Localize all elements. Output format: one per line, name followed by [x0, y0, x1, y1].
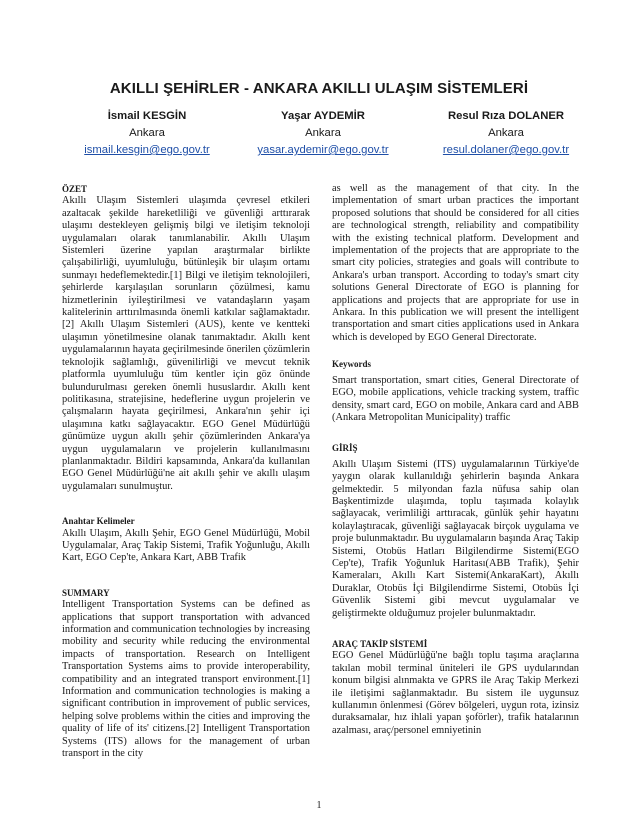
arac-text: EGO Genel Müdürlüğü'ne bağlı toplu taşıma araçlarına takılan mobil terminal üniteleri ile GPS uydularından konum bilgisi alınmakta ve GPRS ile Araç Takip Merkezi ile iletişimi sağlanmaktadır. Bu sistem ile uygunsuz kullanımın önlenmesi (Görev bölgeleri, uygun rota, izinsiz duraksamalar, hız ihlali yapan şoförler), trafik hatalarının azalması, araç/personel emniyetinin	[332, 650, 579, 736]
right-column	[332, 183, 579, 737]
author-name: İsmail KESGİN	[107, 110, 187, 122]
author-2	[238, 108, 408, 159]
author-3	[416, 108, 596, 159]
author-city: Ankara	[305, 127, 341, 139]
author-name: Yaşar AYDEMİR	[281, 110, 365, 122]
giris-heading: GİRİŞ	[332, 443, 358, 454]
keywords-heading: Keywords	[332, 359, 371, 370]
summary-text: Intelligent Transportation Systems can be defined as applications that support transportation with advanced information and communication technologies by increasing mobility and security while reducing the environmental impacts of transportation. Research on Intelligent Transportation Systems aims to provide interoperability, compatibility and an integrated transport environment.[1] Information and communication technologies is making a significant contribution in improvement of public services, helping solve problems within the cities and improving the quality of life of its' citizens.[2] Intelligent Transportation Systems (ITS) allows for the management of urban transport in the city	[62, 599, 310, 760]
author-email-link[interactable]: yasar.aydemir@ego.gov.tr	[257, 144, 389, 156]
ozet-text: Akıllı Ulaşım Sistemleri ulaşımda çevresel etkileri azaltacak şekilde hareketliliği ve güvenliği arttırarak ulaşımı destekleyen gelişmiş bilgi ve iletişim teknoloji uygulamaları olarak tanımlanabilir. Akıllı Ulaşım Sistemleri üzerine yapılan araştırmalar birlikte çalışabilirliği, uyumluluğu, bütünleşik bir ulaşım ortamı sunmayı hedeflemektedir.[1] Bilgi ve iletişim teknolojileri, şehirlerde karşılaşılan sorunların çözülmesi, kamu hizmetlerinin iyileştirilmesi ve vatandaşların yaşam kalitelerinin arttırılmasında önemli katkılar sağlamaktadır.[2] Akıllı Ulaşım Sistemleri (AUS), kente ve kentteki ulaşımın yönetilmesine olanak tanımaktadır. Akıllı kent uygulamalarının hayata geçirilmesinde önerilen çözümlerin teknolojik sağlamlığı, güvenilirliği ve mevcut teknik platformla uyumluluğu tüm kentler için göz önünde bulundurulması gereken önemli hususlardır. Akıllı kent politikasına, stratejisine, hedeflerine uygun projelerin ve çalışmaların hayata geçirilmesi, Ankara'nın şehir içi ulaşımına katkı sağlayacaktır. EGO Genel Müdürlüğü günümüze uygun akıllı şehir çözümlerinden Ankara'ya uygun uygulamaların ve projelerin kullanılmasını planlanmaktadır. Bildiri kapsamında, Ankara'da kullanılan EGO Genel Müdürlüğü'ne ait akıllı şehir ve akıllı ulaşım uygulamaları sunulmuştur.	[62, 195, 310, 492]
anahtar-heading: Anahtar Kelimeler	[62, 516, 135, 527]
page-number: 1	[316, 800, 322, 811]
summary-continuation: as well as the management of that city. In the implementation of smart urban practices the important proposed solutions that should be considered for all cities are technological strength, reliability and compatibility with the existing technical platform. Development and implementation of the projects that are appropriate to the smart city policies, strategies and goals will contribute to Ankara's urban transport. According to today's smart city solutions General Directorate of EGO is planning for applications and projects that are appropriate for use in Ankara. In this publication we will present the intelligent transportation and smart cities applications used in Ankara which is developed by EGO General Directorate.	[332, 183, 579, 343]
keywords-text: Smart transportation, smart cities, General Directorate of EGO, mobile applications, vehicle tracking system, traffic density, smart card, EGO on mobile, Ankara card and ABB (Ankara Metropolitan Municipality) traffic	[332, 374, 579, 423]
summary-heading: SUMMARY	[62, 587, 110, 598]
author-email-link[interactable]: ismail.kesgin@ego.gov.tr	[84, 144, 210, 156]
anahtar-text: Akıllı Ulaşım, Akıllı Şehir, EGO Genel Müdürlüğü, Mobil Uygulamalar, Araç Takip Sistemi, Trafik Yoğunluğu, Akıllı Kart, EGO Cep'te, Ankara Kart, ABB Trafik	[62, 527, 310, 564]
author-1	[62, 108, 232, 159]
author-email-link[interactable]: resul.dolaner@ego.gov.tr	[442, 144, 570, 156]
author-name: Resul Rıza DOLANER	[447, 110, 565, 122]
ozet-heading: ÖZET	[62, 184, 88, 194]
author-city: Ankara	[488, 127, 524, 139]
paper-title: AKILLI ŞEHİRLER - ANKARA AKILLI ULAŞIM SİSTEMLERİ	[109, 80, 529, 97]
arac-heading: ARAÇ TAKİP SİSTEMİ	[332, 639, 428, 649]
giris-text: Akıllı Ulaşım Sistemi (ITS) uygulamalarının Türkiye'de yaygın olarak kullanıldığı şehirlerin başında Ankara gelmektedir. 5 milyondan fazla nüfusa sahip olan Başkentimizde ulaşımda, toplu taşımada kolaylık sağlayacak, verimliliği arttıracak, günlük şehir hayatını kolaylaştıracak, güvenliği sağlayacak birçok uygulama ve proje bulunmaktadır. Bu uygulamaların başında Araç Takip Sistemi, Otobüs Hatları Bilgilendirme Sistemi(EGO Cep'te), Trafik Yoğunluk Haritası(ABB Trafik), Şehir Kameraları, Akıllı Kart Sistemi(AnkaraKart), Akıllı Duraklar, Otobüs İçi Bilgilendirme Sistemi, Otobüs İçi Güvenlik Sistemi gibi mevcut uygulamalar ve geliştirmekte olduğumuz projeler bulunmaktadır.	[332, 458, 579, 619]
author-city: Ankara	[129, 127, 165, 139]
left-column	[62, 183, 310, 760]
